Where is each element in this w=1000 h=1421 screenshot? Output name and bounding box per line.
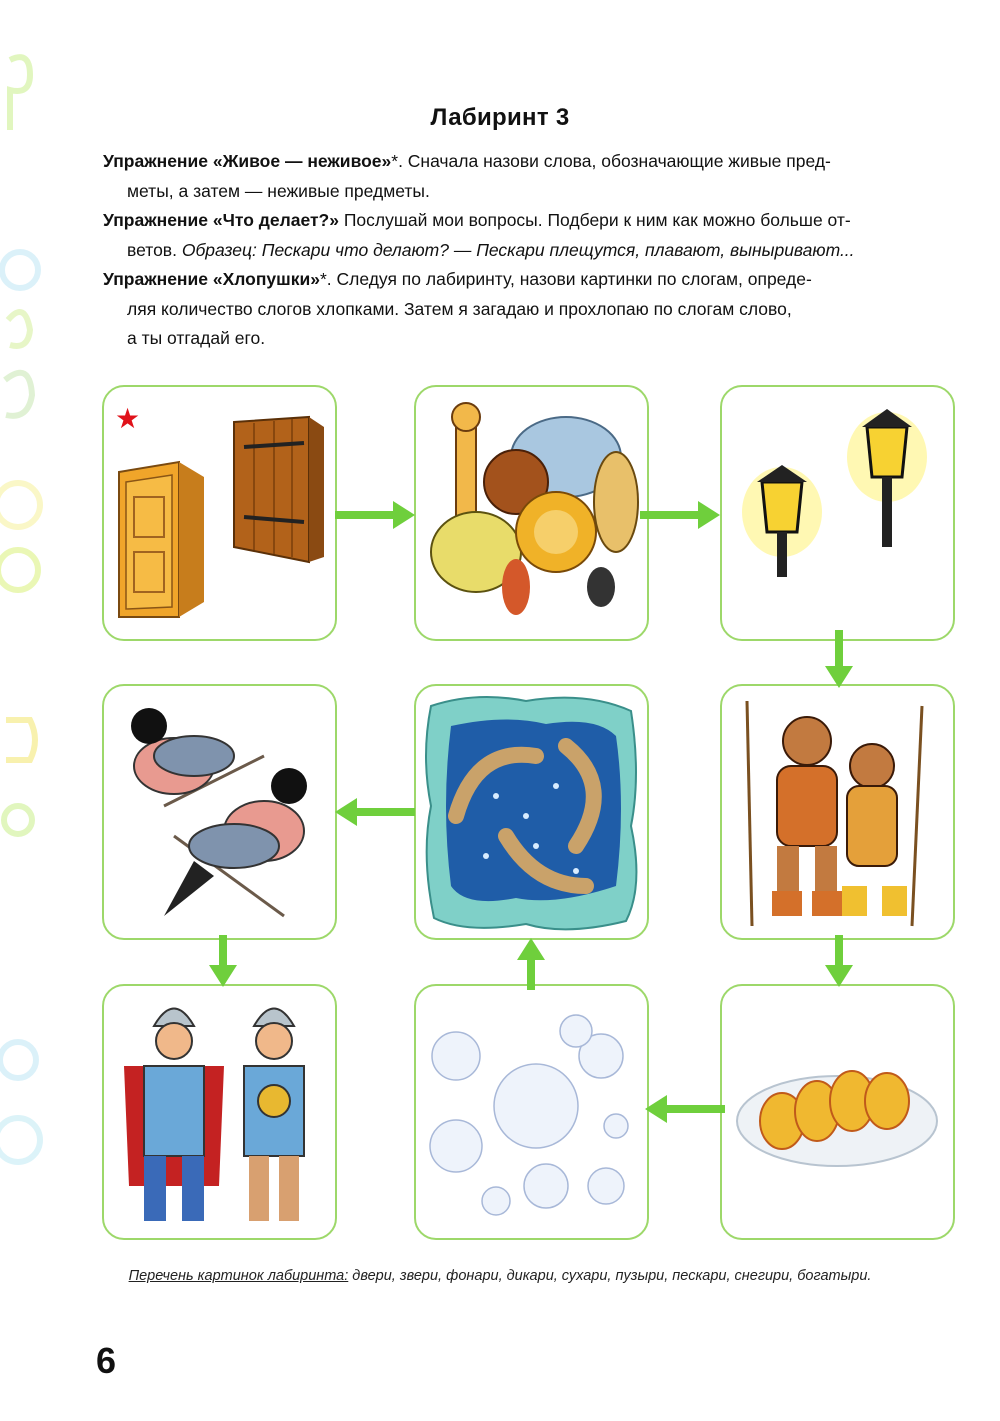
arrow-right-2 xyxy=(640,498,720,532)
exercise-3-text: . Следуя по лабиринту, назови картинки по слогам, опреде- xyxy=(326,269,812,289)
page-number: 6 xyxy=(96,1340,117,1381)
maze-cell-bullfinches[interactable] xyxy=(102,684,337,940)
arrow-right-1 xyxy=(335,498,415,532)
exercise-2-name: Упражнение «Что делает?» xyxy=(103,210,339,230)
maze-cell-savages[interactable] xyxy=(720,684,955,940)
warriors-icon xyxy=(104,986,335,1238)
arrow-down-2 xyxy=(822,935,856,987)
animals-icon xyxy=(416,387,647,639)
exercise-2-example: Образец: Пескари что делают? — Пескари плещутся, плавают, выныривают... xyxy=(181,239,855,260)
exercise-1-text-2: меты, а затем — неживые предметы. xyxy=(127,180,430,201)
arrow-up-1 xyxy=(514,938,548,990)
fish-icon xyxy=(416,686,647,938)
exercise-2-text-2: ветов. xyxy=(127,239,182,260)
bubbles-icon xyxy=(416,986,647,1238)
page-title: Лабиринт 3 xyxy=(430,104,570,131)
lanterns-icon xyxy=(722,387,953,639)
exercise-3-text-3: а ты отгадай его. xyxy=(127,328,266,348)
exercise-3 xyxy=(103,265,953,354)
exercise-3-name: Упражнение «Хлопушки» xyxy=(103,269,320,289)
exercise-3-text-2: ляя количество слогов хлопками. Затем я загадаю и прохлопаю по слогам слово, xyxy=(127,298,792,319)
exercise-1-text: . Сначала назови слова, обозначающие живые пред- xyxy=(398,151,831,171)
start-star-icon: ★ xyxy=(115,403,141,434)
maze-cell-fish[interactable] xyxy=(414,684,649,940)
arrow-down-1 xyxy=(822,630,856,688)
picture-list-caption xyxy=(0,1268,1000,1284)
rusks-icon xyxy=(722,986,953,1238)
exercise-2-text: Послушай мои вопросы. Подбери к ним как можно больше от- xyxy=(338,210,851,230)
arrow-left-1 xyxy=(335,795,415,829)
caption-list: двери, звери, фонари, дикари, сухари, пузыри, пескари, снегири, богатыри. xyxy=(348,1268,872,1284)
savages-icon xyxy=(722,686,953,938)
maze-cell-rusks[interactable] xyxy=(720,984,955,1240)
arrow-left-2 xyxy=(645,1092,725,1126)
exercise-1-star: * xyxy=(391,151,399,171)
maze-cell-lanterns[interactable] xyxy=(720,385,955,641)
maze-cell-animals[interactable] xyxy=(414,385,649,641)
bullfinches-icon xyxy=(104,686,335,938)
exercise-1-name: Упражнение «Живое — неживое» xyxy=(103,151,392,171)
exercise-3-star: * xyxy=(319,269,327,289)
maze-cell-warriors[interactable] xyxy=(102,984,337,1240)
caption-label: Перечень картинок лабиринта: xyxy=(128,1268,349,1284)
maze-cell-bubbles[interactable] xyxy=(414,984,649,1240)
exercise-1 xyxy=(103,147,953,206)
arrow-down-3 xyxy=(206,935,240,987)
decorative-letters xyxy=(0,0,60,1421)
exercise-2 xyxy=(103,206,953,265)
